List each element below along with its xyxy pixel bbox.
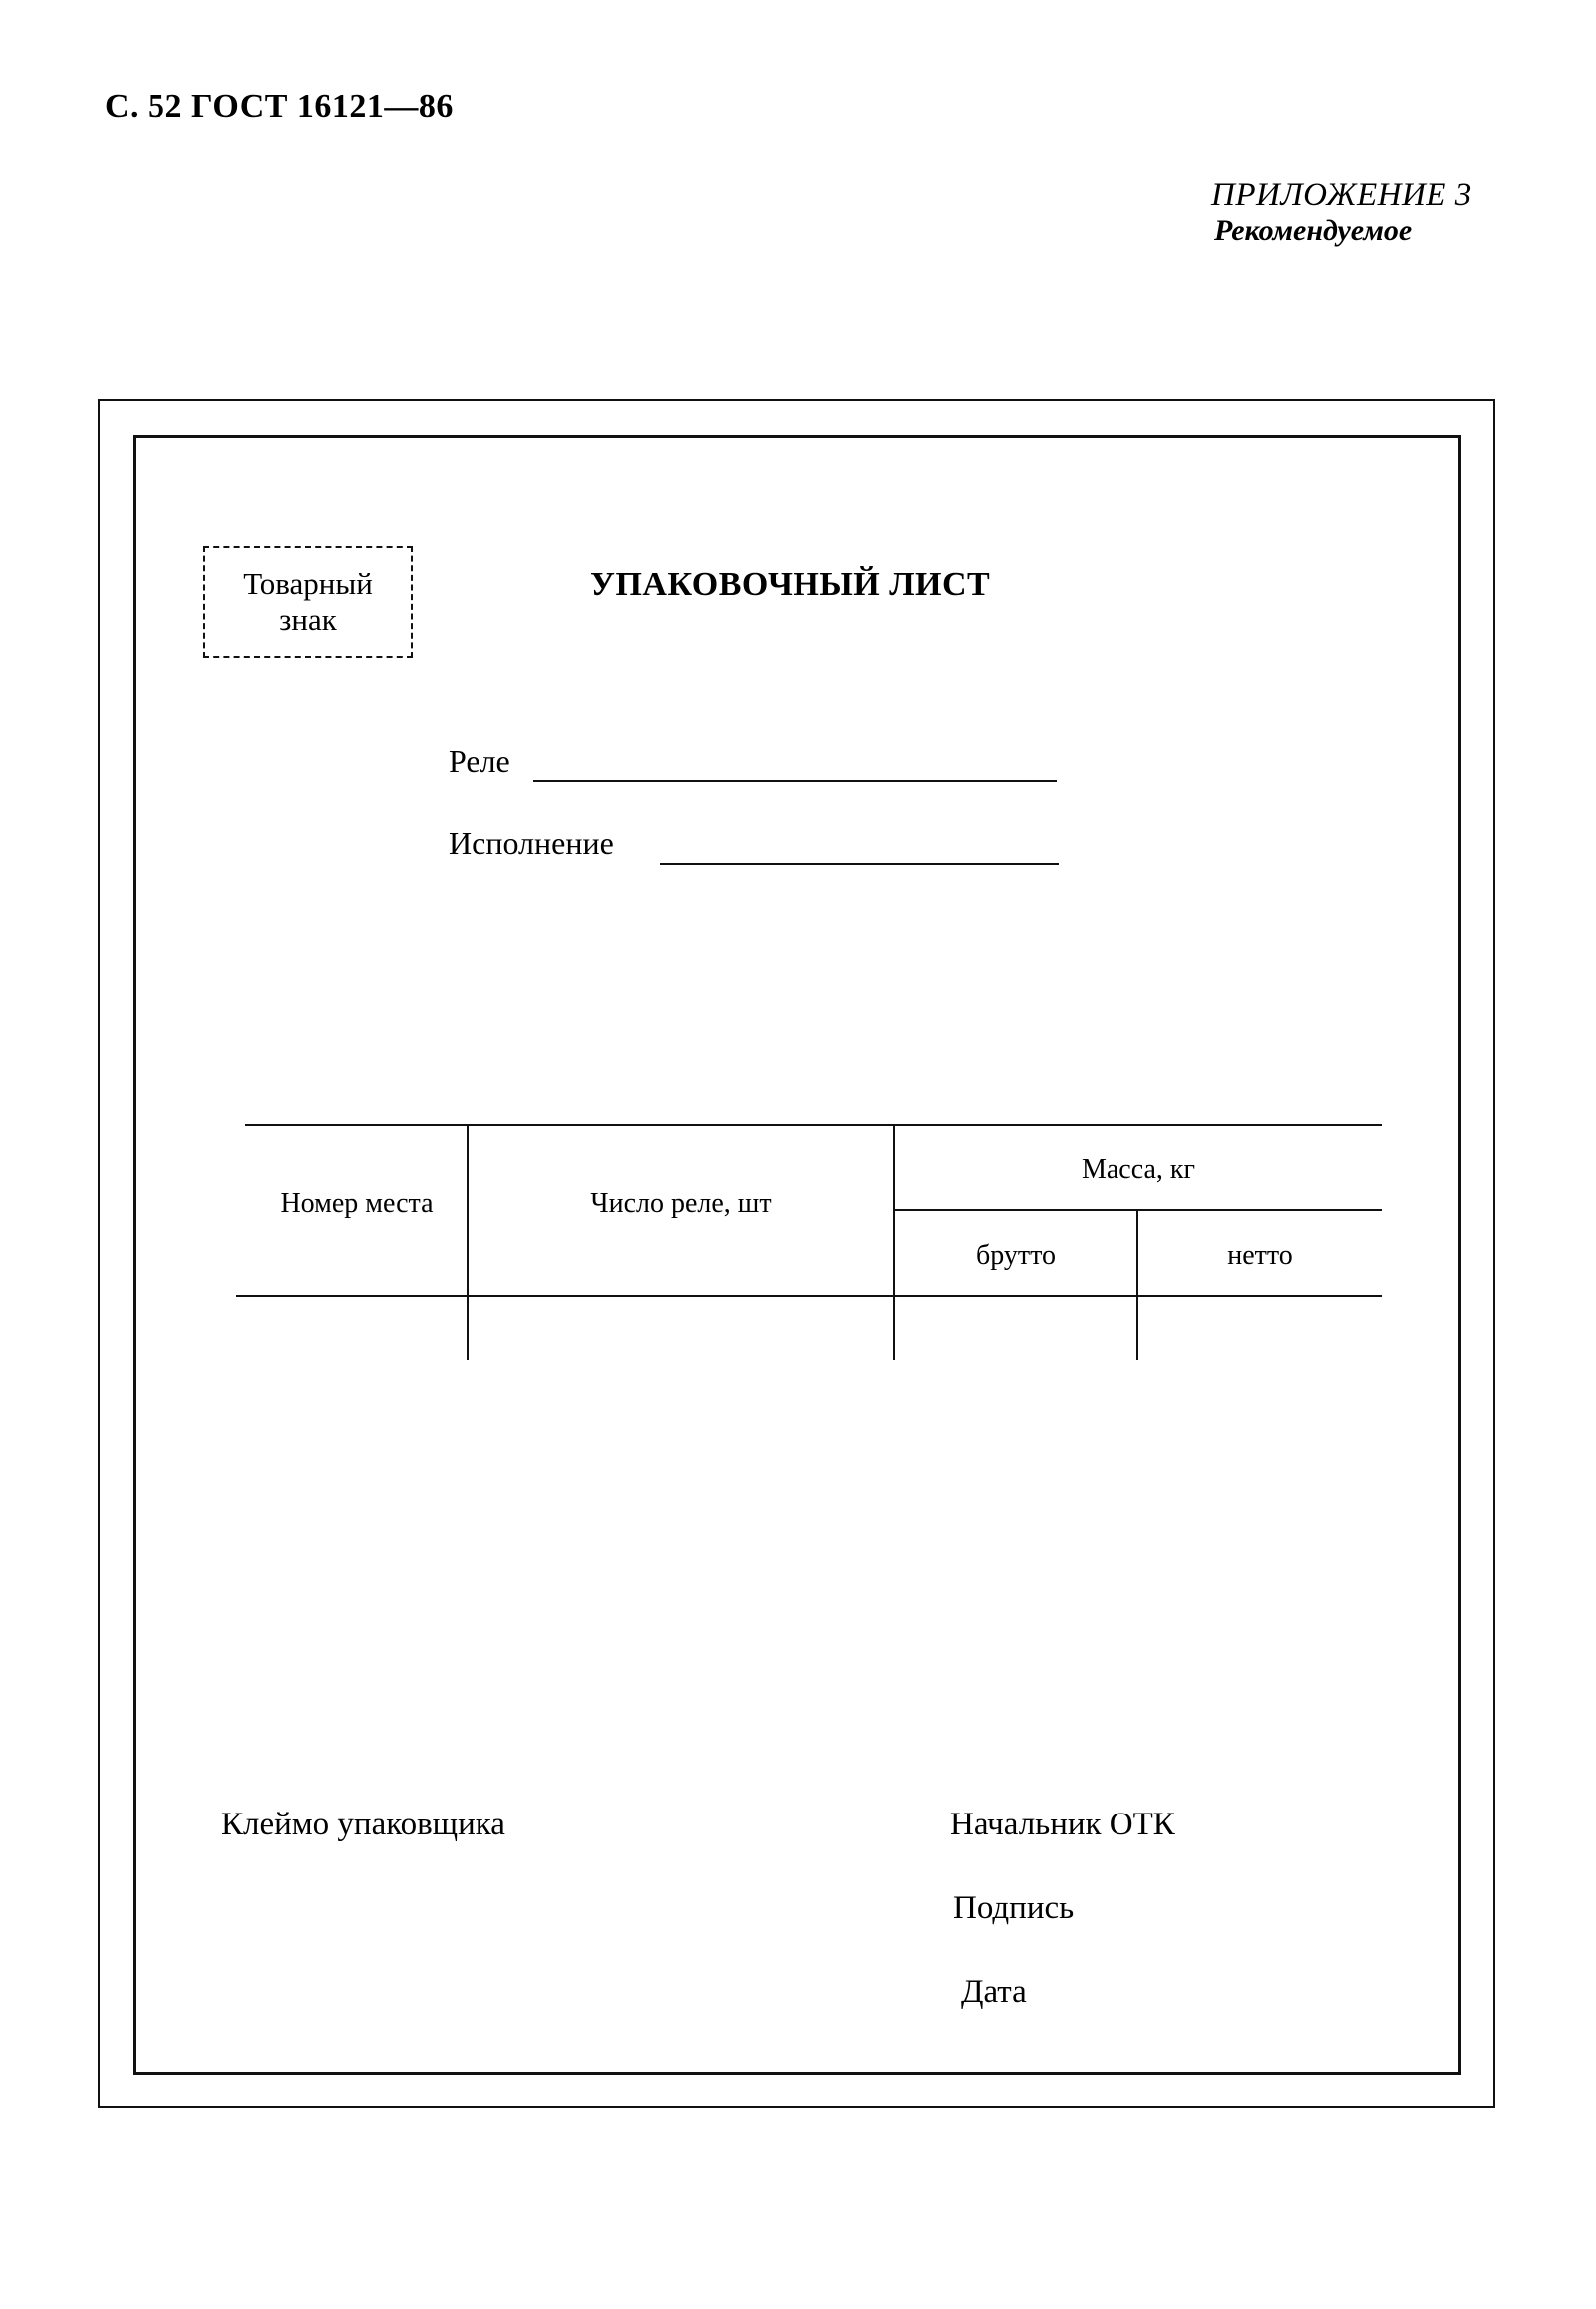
table-header-bottom [236,1295,1382,1297]
relay-field-label: Реле [449,743,510,779]
version-field-label: Исполнение [449,825,614,861]
col-header-place-number: Номер места [280,1188,434,1219]
table-top-border [245,1124,1382,1126]
form-title: УПАКОВОЧНЫЙ ЛИСТ [590,566,991,603]
appendix-subtitle: Рекомендуемое [1214,214,1413,247]
col-header-net: нетто [1227,1240,1293,1271]
col-header-mass: Масса, кг [1081,1154,1196,1185]
appendix-title: ПРИЛОЖЕНИЕ 3 [1211,177,1472,213]
trademark-label: Товарный знак [243,566,373,637]
version-field-line[interactable] [660,863,1059,865]
col-header-gross: брутто [976,1240,1056,1271]
page-header: С. 52 ГОСТ 16121—86 [105,88,454,125]
table-col-divider-1 [467,1124,469,1360]
otk-head-label: Начальник ОТК [950,1807,1175,1842]
date-label: Дата [961,1974,1027,2010]
trademark-box [203,546,413,658]
table-col-divider-3 [1136,1209,1138,1360]
signature-label: Подпись [953,1890,1075,1926]
table-mass-divider [895,1209,1382,1211]
packer-stamp-label: Клеймо упаковщика [221,1807,505,1842]
col-header-relay-count: Число реле, шт [590,1188,772,1219]
relay-field-line[interactable] [533,780,1057,782]
